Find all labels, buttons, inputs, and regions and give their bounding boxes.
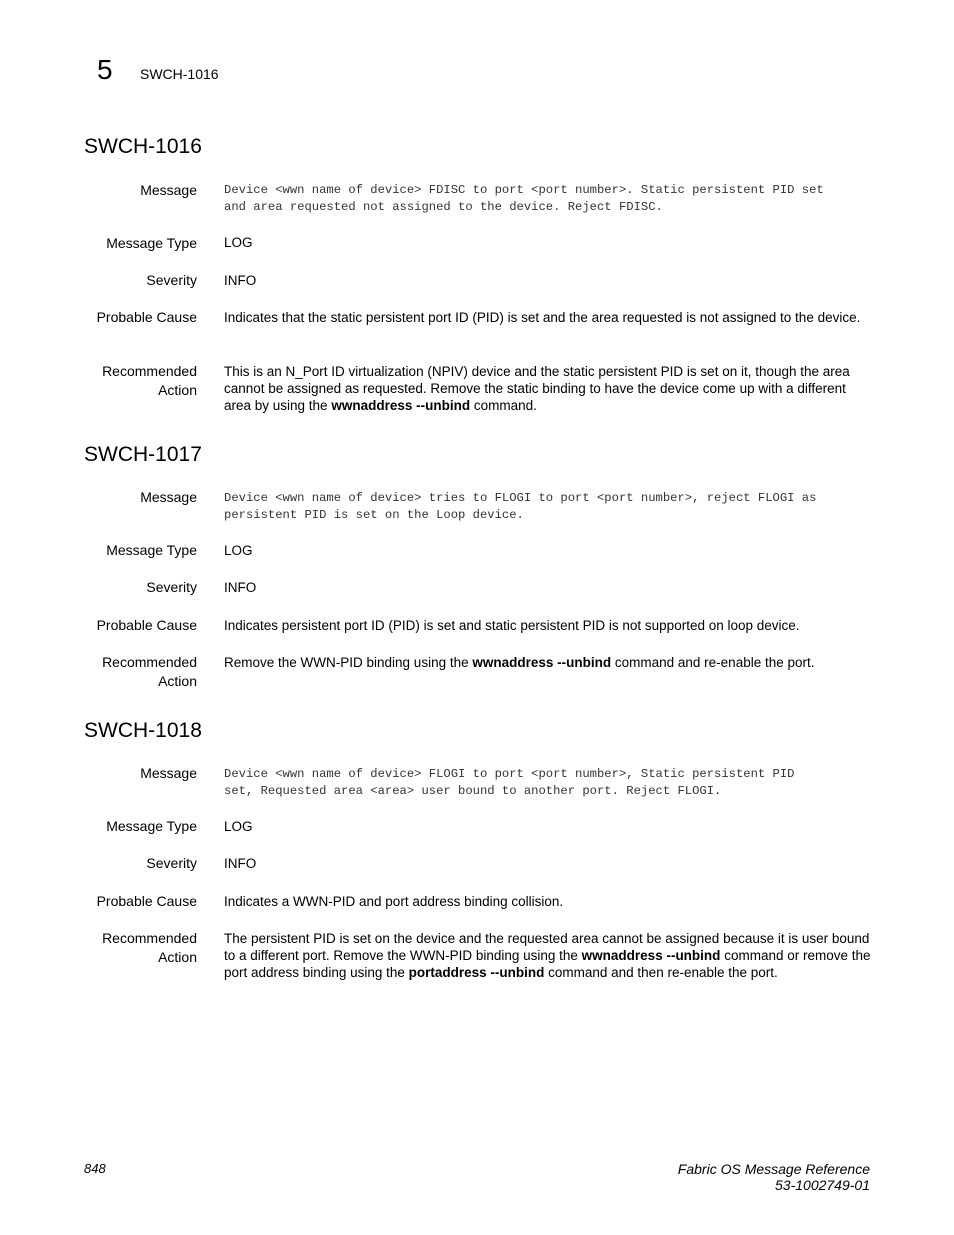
- probable-cause-label: Probable Cause: [96, 309, 197, 325]
- command-name: wwnaddress --unbind: [581, 948, 721, 963]
- command-name: portaddress --unbind: [408, 965, 545, 980]
- severity-label: Severity: [146, 855, 197, 871]
- label-line: Action: [158, 673, 197, 689]
- message-line: and area requested not assigned to the device. Reject FDISC.: [224, 199, 663, 214]
- message-text: [224, 182, 874, 215]
- probable-cause-label: Probable Cause: [96, 617, 197, 633]
- running-head: SWCH-1016: [140, 66, 219, 82]
- page-number: 848: [84, 1161, 106, 1176]
- message-text: [224, 490, 874, 523]
- doc-title: Fabric OS Message Reference: [677, 1161, 870, 1177]
- command-name: wwnaddress --unbind: [331, 398, 471, 413]
- message-label: Message: [140, 182, 197, 198]
- label-line: Recommended: [102, 363, 197, 379]
- recommended-action-text: [224, 930, 874, 981]
- label-line: Recommended: [102, 654, 197, 670]
- action-text: command and then re-enable the port.: [544, 965, 778, 980]
- action-text: command.: [470, 398, 537, 413]
- recommended-action-label: [40, 653, 197, 691]
- message-type-label: Message Type: [106, 818, 197, 834]
- recommended-action-text: [224, 363, 874, 414]
- label-line: Action: [158, 949, 197, 965]
- footer-doc-info: [678, 1161, 870, 1193]
- severity-value: INFO: [224, 580, 257, 595]
- probable-cause-text: Indicates that the static persistent port ID (PID) is set and the area requested is not assigned to the device.: [224, 310, 861, 325]
- severity-value: INFO: [224, 856, 257, 871]
- action-text: command and re-enable the port.: [611, 655, 815, 670]
- message-type-label: Message Type: [106, 235, 197, 251]
- probable-cause-text: Indicates a WWN-PID and port address binding collision.: [224, 894, 564, 909]
- action-text: Remove the WWN-PID binding using the: [224, 655, 473, 670]
- message-line: Device <wwn name of device> FLOGI to port <port number>, Static persistent PID: [224, 767, 795, 781]
- message-label: Message: [140, 765, 197, 781]
- label-line: Recommended: [102, 930, 197, 946]
- label-line: Action: [158, 382, 197, 398]
- message-type-label: Message Type: [106, 542, 197, 558]
- probable-cause-text: Indicates persistent port ID (PID) is set and static persistent PID is not supported on loop device.: [224, 618, 800, 633]
- severity-label: Severity: [146, 272, 197, 288]
- message-line: set, Requested area <area> user bound to another port. Reject FLOGI.: [224, 783, 722, 798]
- section-title-swch-1018: SWCH-1018: [84, 719, 202, 742]
- message-line: Device <wwn name of device> tries to FLOGI to port <port number>, reject FLOGI as: [224, 491, 817, 505]
- severity-value: INFO: [224, 273, 257, 288]
- message-line: persistent PID is set on the Loop device.: [224, 507, 524, 522]
- chapter-number: 5: [97, 54, 113, 85]
- message-label: Message: [140, 489, 197, 505]
- recommended-action-label: [40, 929, 197, 967]
- message-type-value: LOG: [224, 819, 253, 834]
- probable-cause-label: Probable Cause: [96, 893, 197, 909]
- severity-label: Severity: [146, 579, 197, 595]
- action-text: command or remove the port address binding using the: [224, 948, 871, 980]
- section-title-swch-1017: SWCH-1017: [84, 443, 202, 466]
- recommended-action-text: [224, 654, 874, 671]
- message-text: [224, 766, 874, 799]
- message-type-value: LOG: [224, 235, 253, 250]
- command-name: wwnaddress --unbind: [472, 655, 612, 670]
- section-title-swch-1016: SWCH-1016: [84, 135, 202, 158]
- message-line: Device <wwn name of device> FDISC to port <port number>. Static persistent PID set: [224, 183, 824, 197]
- doc-number: 53-1002749-01: [775, 1177, 870, 1193]
- recommended-action-label: [40, 362, 197, 400]
- action-text: This is an N_Port ID virtualization (NPIV) device and the static persistent PID is set on it, though the area cannot be assigned as requested. Remove the static binding to have the device come up with a different area by using the: [224, 364, 850, 413]
- action-text: The persistent PID is set on the device and the requested area cannot be assigned because it is user bound to a different port. Remove the WWN-PID binding using the: [224, 931, 870, 963]
- message-type-value: LOG: [224, 543, 253, 558]
